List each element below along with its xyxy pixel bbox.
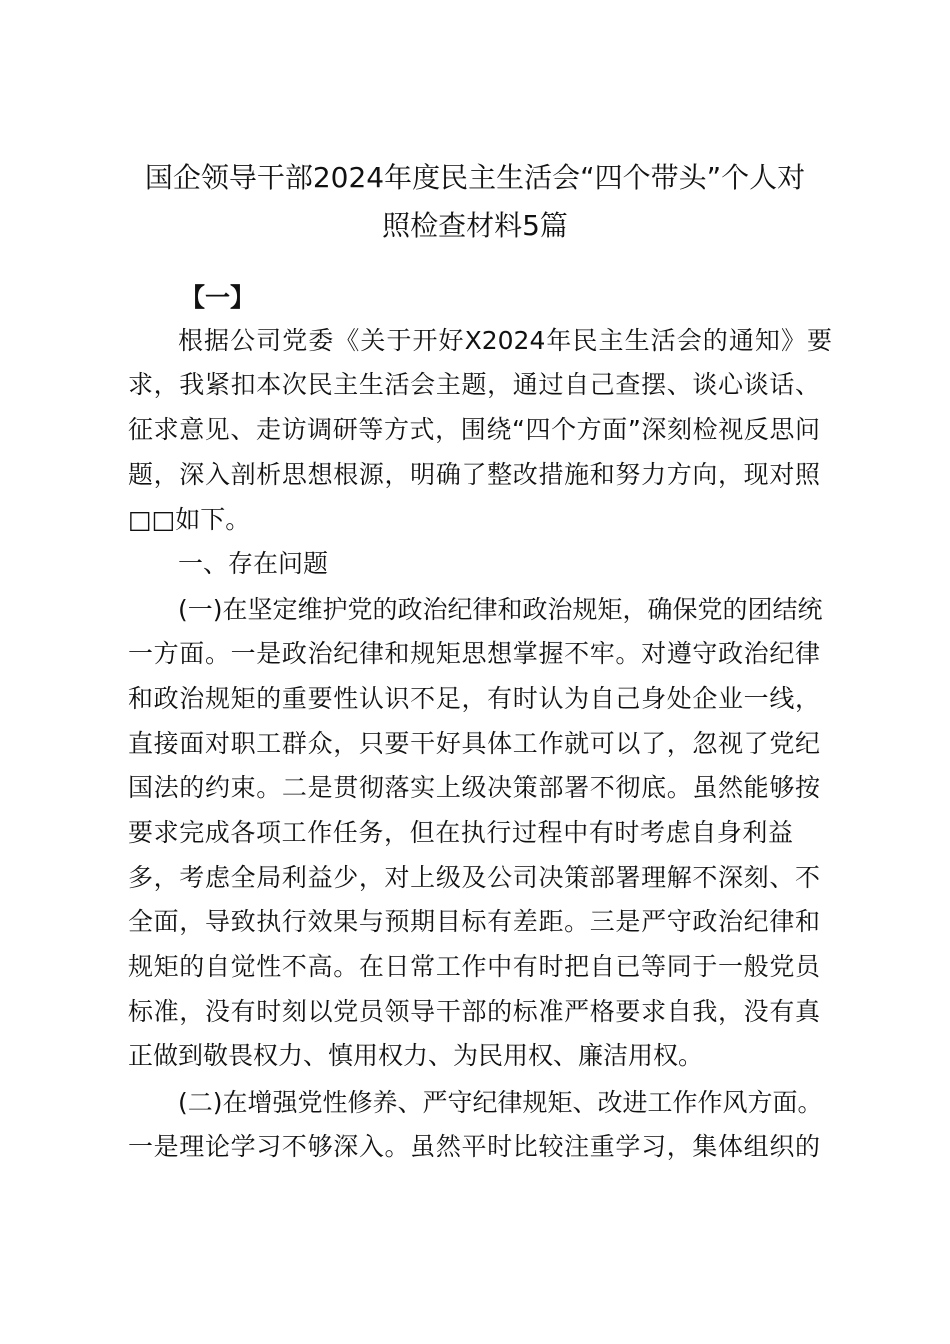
paragraph-line: 征求意见、走访调研等方式，围绕“四个方面”深刻检视反思问 <box>128 415 820 444</box>
paragraph-line: 一是理论学习不够深入。虽然平时比较注重学习，集体组织的 <box>128 1132 820 1161</box>
paragraph-line: 求，我紧扣本次民主生活会主题，通过自己查摆、谈心谈话、 <box>128 370 820 399</box>
paragraph-line: 一方面。一是政治纪律和规矩思想掌握不牢。对遵守政治纪律 <box>128 639 820 668</box>
paragraph-line: 标准，没有时刻以党员领导干部的标准严格要求自我，没有真 <box>128 997 820 1026</box>
document-title-line-2: 照检查材料5篇 <box>382 209 568 242</box>
paragraph-line: 正做到敬畏权力、慎用权力、为民用权、廉洁用权。 <box>128 1041 704 1070</box>
paragraph-line: 国法的约束。二是贯彻落实上级决策部署不彻底。虽然能够按 <box>128 773 820 802</box>
paragraph-line: 和政治规矩的重要性认识不足，有时认为自己身处企业一线， <box>128 684 820 713</box>
paragraph-line: 直接面对职工群众，只要干好具体工作就可以了，忽视了党纪 <box>128 729 820 758</box>
paragraph-line: 多，考虑全局利益少，对上级及公司决策部署理解不深刻、不 <box>128 863 820 892</box>
document-title-line-1: 国企领导干部2024年度民主生活会“四个带头”个人对 <box>144 161 806 194</box>
section-heading: 一、存在问题 <box>178 549 329 578</box>
section-marker: 【一】 <box>180 283 256 312</box>
paragraph-line: (二)在增强党性修养、严守纪律规矩、改进工作作风方面。 <box>178 1088 823 1117</box>
paragraph-line: 题，深入剖析思想根源，明确了整改措施和努力方向，现对照 <box>128 460 820 489</box>
paragraph-line: 全面，导致执行效果与预期目标有差距。三是严守政治纪律和 <box>128 907 820 936</box>
paragraph-line: 根据公司党委《关于开好X2024年民主生活会的通知》要 <box>178 326 832 355</box>
paragraph-line: 规矩的自觉性不高。在日常工作中有时把自已等同于一般党员 <box>128 952 820 981</box>
paragraph-line: (一)在坚定维护党的政治纪律和政治规矩，确保党的团结统 <box>178 595 823 624</box>
paragraph-line: 要求完成各项工作任务，但在执行过程中有时考虑自身利益 <box>128 818 793 847</box>
paragraph-line: □□如下。 <box>128 505 251 534</box>
